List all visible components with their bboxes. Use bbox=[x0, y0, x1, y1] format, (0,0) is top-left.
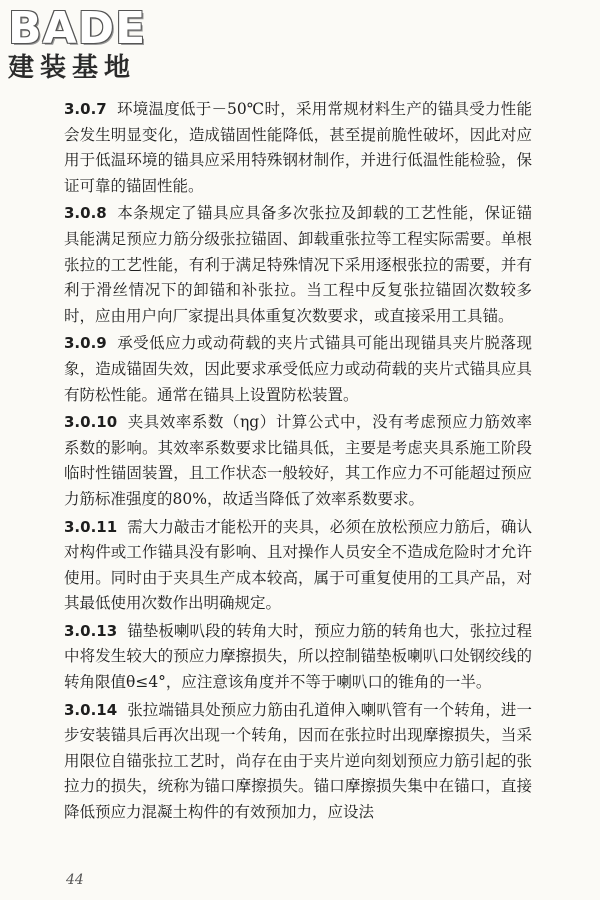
clause-3-0-13 bbox=[64, 619, 532, 696]
logo-text-cn: 建装基地 bbox=[8, 53, 137, 83]
clause-text: 本条规定了锚具应具备多次张拉及卸载的工艺性能，保证锚具能满足预应力筋分级张拉锚固、卸载重张拉等工程实际需要。单根张拉的工艺性能，有利于满足特殊情况下采用逐根张拉的需要，并有利于滑丝情况下的卸锚和补张拉。当工程中反复张拉锚固次数较多时，应由用户向厂家提出具体重复次数要求，或直接采用工具锚。 bbox=[64, 204, 532, 325]
clause-text: 夹具效率系数（ηg）计算公式中，没有考虑预应力筋效率系数的影响。其效率系数要求比锚具低，主要是考虑夹具系施工阶段临时性锚固装置，且工作状态一般较好，其工作应力不可能超过预应力筋标准强度的80%，故适当降低了效率系数要求。 bbox=[64, 413, 532, 508]
clause-number: 3.0.8 bbox=[64, 204, 107, 223]
page-number: 44 bbox=[66, 872, 84, 888]
logo-text-en: BADE bbox=[8, 3, 147, 54]
clause-number: 3.0.13 bbox=[64, 621, 118, 640]
clause-number: 3.0.11 bbox=[64, 517, 118, 536]
logo bbox=[8, 4, 178, 84]
clause-number: 3.0.14 bbox=[64, 700, 118, 719]
clause-text: 锚垫板喇叭段的转角大时，预应力筋的转角也大，张拉过程中将发生较大的预应力摩擦损失，所以控制锚垫板喇叭口处钢绞线的转角限值θ≤4°，应注意该角度并不等于喇叭口的锥角的一半。 bbox=[64, 621, 532, 692]
clause-3-0-11 bbox=[64, 515, 532, 617]
clause-3-0-9 bbox=[64, 331, 532, 408]
clause-3-0-14 bbox=[64, 698, 532, 826]
clause-number: 3.0.7 bbox=[64, 100, 107, 118]
clause-3-0-10 bbox=[64, 410, 532, 512]
clause-3-0-8 bbox=[64, 201, 532, 329]
clause-text: 张拉端锚具处预应力筋由孔道伸入喇叭管有一个转角，进一步安装锚具后再次出现一个转角，因而在张拉时出现摩擦损失，当采用限位自锚张拉工艺时，尚存在由于夹片逆向刻划预应力筋引起的张拉力的损失，统称为锚口摩擦损失。锚口摩擦损失集中在锚口，直接降低预应力混凝土构件的有效预加力，应设法 bbox=[64, 700, 532, 822]
clause-text: 承受低应力或动荷载的夹片式锚具可能出现锚具夹片脱落现象，造成锚固失效，因此要求承受低应力或动荷载的夹片式锚具应具有防松性能。通常在锚具上设置防松装置。 bbox=[64, 334, 532, 404]
clause-3-0-7 bbox=[64, 97, 532, 199]
document-body bbox=[64, 97, 532, 828]
clause-text: 环境温度低于－50℃时，采用常规材料生产的锚具受力性能会发生明显变化，造成锚固性能降低，甚至提前脆性破坏，因此对应用于低温环境的锚具应采用特殊钢材制作，并进行低温性能检验，保证可靠的锚固性能。 bbox=[64, 100, 532, 195]
clause-number: 3.0.10 bbox=[64, 413, 118, 432]
clause-number: 3.0.9 bbox=[64, 334, 107, 353]
clause-text: 需大力敲击才能松开的夹具，必须在放松预应力筋后，确认对构件或工作锚具没有影响、且对操作人员安全不造成危险时才允许使用。同时由于夹具生产成本较高，属于可重复使用的工具产品，对其最低使用次数作出明确规定。 bbox=[64, 517, 532, 613]
